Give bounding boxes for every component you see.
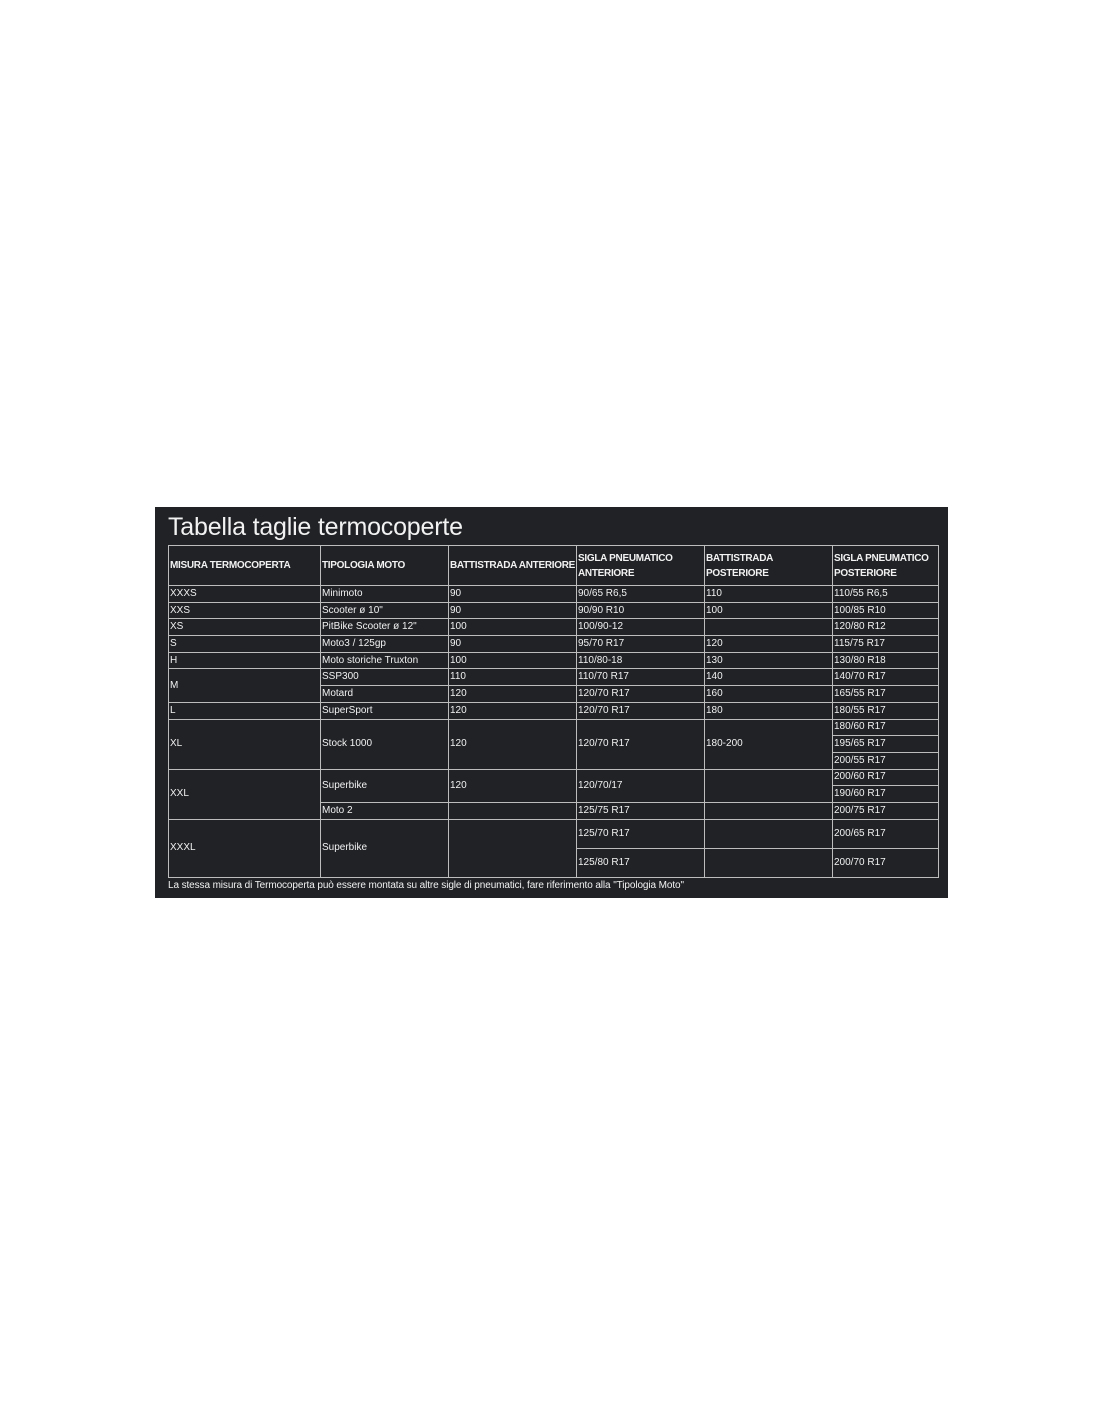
cell-front-tyre: 120/70 R17	[577, 686, 705, 703]
cell-rear-tyre: 180/60 R17	[833, 719, 939, 736]
cell-moto-type: Minimoto	[321, 586, 449, 603]
cell-size: XL	[169, 719, 321, 769]
table-row	[169, 636, 939, 653]
cell-front-tread: 120	[449, 686, 577, 703]
table-row	[169, 719, 939, 736]
header-moto-type: TIPOLOGIA MOTO	[321, 546, 449, 586]
cell-front-tread: 120	[449, 769, 577, 802]
table-row	[169, 702, 939, 719]
cell-size: XXL	[169, 769, 321, 819]
cell-front-tread: 110	[449, 669, 577, 686]
cell-size: H	[169, 652, 321, 669]
cell-front-tread: 90	[449, 602, 577, 619]
cell-front-tyre: 90/65 R6,5	[577, 586, 705, 603]
cell-size: L	[169, 702, 321, 719]
cell-front-tread: 120	[449, 719, 577, 769]
header-front-tyre: SIGLA PNEUMATICO ANTERIORE	[577, 546, 705, 586]
cell-front-tyre: 125/70 R17	[577, 819, 705, 848]
cell-rear-tread: 120	[705, 636, 833, 653]
cell-rear-tread: 140	[705, 669, 833, 686]
cell-front-tread: 100	[449, 652, 577, 669]
cell-front-tyre: 120/70/17	[577, 769, 705, 802]
cell-rear-tread: 180-200	[705, 719, 833, 769]
cell-rear-tread: 180	[705, 702, 833, 719]
header-rear-tyre: SIGLA PNEUMATICO POSTERIORE	[833, 546, 939, 586]
cell-rear-tread: 130	[705, 652, 833, 669]
table-row	[169, 586, 939, 603]
cell-front-tyre: 110/70 R17	[577, 669, 705, 686]
cell-moto-type: Moto 2	[321, 802, 449, 819]
cell-rear-tyre: 130/80 R18	[833, 652, 939, 669]
cell-rear-tyre: 110/55 R6,5	[833, 586, 939, 603]
size-table-panel	[155, 507, 948, 898]
cell-front-tyre: 90/90 R10	[577, 602, 705, 619]
table-row	[169, 602, 939, 619]
cell-size: XXXS	[169, 586, 321, 603]
cell-front-tread: 120	[449, 702, 577, 719]
cell-front-tyre: 120/70 R17	[577, 719, 705, 769]
table-row	[169, 669, 939, 686]
cell-moto-type: PitBike Scooter ø 12"	[321, 619, 449, 636]
header-front-tread: BATTISTRADA ANTERIORE	[449, 546, 577, 586]
cell-rear-tread: 100	[705, 602, 833, 619]
cell-moto-type: Scooter ø 10"	[321, 602, 449, 619]
cell-rear-tread: 110	[705, 586, 833, 603]
cell-front-tyre: 125/75 R17	[577, 802, 705, 819]
cell-rear-tread	[705, 769, 833, 802]
cell-size: S	[169, 636, 321, 653]
cell-rear-tyre: 115/75 R17	[833, 636, 939, 653]
header-size: MISURA TERMOCOPERTA	[169, 546, 321, 586]
cell-rear-tyre: 140/70 R17	[833, 669, 939, 686]
cell-rear-tyre: 190/60 R17	[833, 786, 939, 803]
header-rear-tread: BATTISTRADA POSTERIORE	[705, 546, 833, 586]
cell-moto-type: Moto storiche Truxton	[321, 652, 449, 669]
cell-moto-type: Superbike	[321, 819, 449, 877]
cell-rear-tyre: 120/80 R12	[833, 619, 939, 636]
cell-front-tread: 90	[449, 586, 577, 603]
cell-rear-tyre: 200/55 R17	[833, 752, 939, 769]
cell-moto-type: SuperSport	[321, 702, 449, 719]
cell-rear-tread	[705, 802, 833, 819]
table-row	[169, 619, 939, 636]
cell-front-tyre: 120/70 R17	[577, 702, 705, 719]
cell-rear-tyre: 180/55 R17	[833, 702, 939, 719]
cell-rear-tread: 160	[705, 686, 833, 703]
table-row	[169, 819, 939, 848]
cell-front-tyre: 100/90-12	[577, 619, 705, 636]
cell-front-tread	[449, 802, 577, 819]
cell-front-tyre: 125/80 R17	[577, 848, 705, 877]
cell-rear-tyre: 195/65 R17	[833, 736, 939, 753]
cell-moto-type: Moto3 / 125gp	[321, 636, 449, 653]
size-table	[168, 545, 939, 878]
cell-size: XS	[169, 619, 321, 636]
table-row	[169, 652, 939, 669]
cell-front-tread: 90	[449, 636, 577, 653]
cell-size: M	[169, 669, 321, 702]
cell-front-tread: 100	[449, 619, 577, 636]
cell-size: XXXL	[169, 819, 321, 877]
cell-front-tyre: 95/70 R17	[577, 636, 705, 653]
cell-rear-tyre: 200/65 R17	[833, 819, 939, 848]
cell-rear-tread	[705, 819, 833, 848]
cell-moto-type: Motard	[321, 686, 449, 703]
cell-rear-tyre: 200/60 R17	[833, 769, 939, 786]
cell-front-tread	[449, 819, 577, 877]
cell-rear-tyre: 165/55 R17	[833, 686, 939, 703]
cell-moto-type: SSP300	[321, 669, 449, 686]
cell-rear-tyre: 200/75 R17	[833, 802, 939, 819]
table-header-row	[169, 546, 939, 586]
cell-rear-tread	[705, 619, 833, 636]
table-title: Tabella taglie termocoperte	[168, 513, 463, 541]
cell-moto-type: Superbike	[321, 769, 449, 802]
cell-rear-tyre: 100/85 R10	[833, 602, 939, 619]
cell-rear-tyre: 200/70 R17	[833, 848, 939, 877]
cell-front-tyre: 110/80-18	[577, 652, 705, 669]
cell-rear-tread	[705, 848, 833, 877]
table-footnote: La stessa misura di Termocoperta può essere montata su altre sigle di pneumatici, fare riferimento alla "Tipologia Moto"	[168, 879, 684, 891]
table-row	[169, 769, 939, 786]
cell-size: XXS	[169, 602, 321, 619]
cell-moto-type: Stock 1000	[321, 719, 449, 769]
